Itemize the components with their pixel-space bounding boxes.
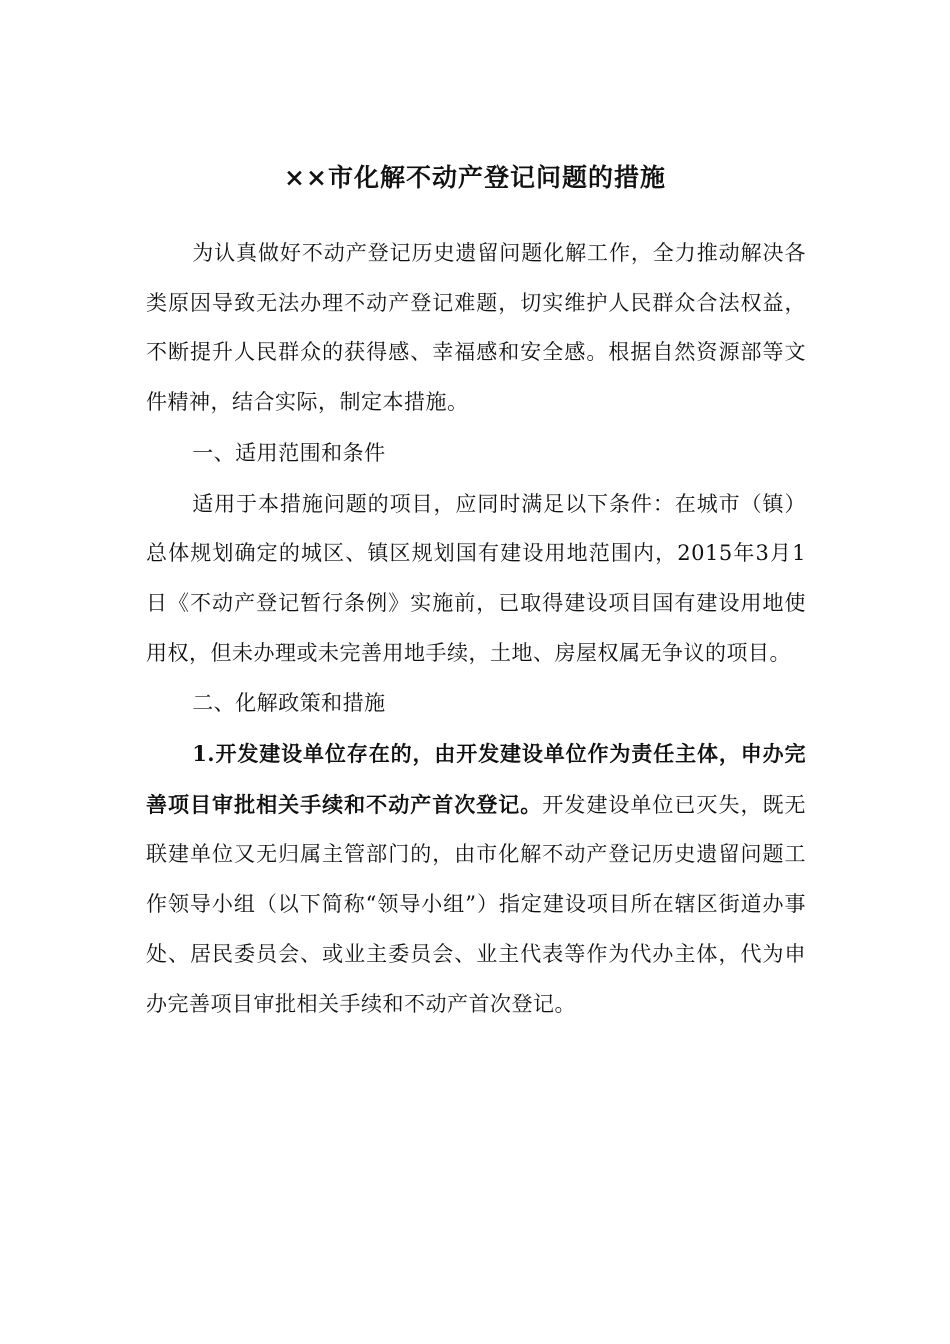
paragraph-measure-1 [146, 729, 806, 1029]
paragraph-conditions-text: 适用于本措施问题的项目，应同时满足以下条件：在城市（镇）总体规划确定的城区、镇区规划国有建设用地范围内，2015年3月1日《不动产登记暂行条例》实施前，已取得建设项目国有建设用地使用权，但未办理或未完善用地手续，土地、房屋权属无争议的项目。 [146, 491, 806, 665]
section-heading-measures [146, 678, 806, 729]
paragraph-measure-1-text: 开发建设单位已灭失，既无联建单位又无归属主管部门的，由市化解不动产登记历史遗留问题工作领导小组（以下简称“领导小组”）指定建设项目所在辖区街道办事处、居民委员会、或业主委员会、业主代表等作为代办主体，代为申办完善项目审批相关手续和不动产首次登记。 [146, 792, 807, 1016]
paragraph-intro [146, 228, 806, 428]
section-heading-scope [146, 428, 806, 479]
section-heading-measures-text: 二、化解政策和措施 [192, 691, 386, 716]
paragraph-conditions [146, 479, 806, 679]
document-title: ××市化解不动产登记问题的措施 [284, 163, 666, 192]
section-heading-scope-text: 一、适用范围和条件 [192, 440, 386, 465]
paragraph-measure-1-bold: 1.开发建设单位存在的，由开发建设单位作为责任主体，申办完善项目审批相关手续和不动产首次登记。 [146, 741, 806, 817]
paragraph-intro-text: 为认真做好不动产登记历史遗留问题化解工作，全力推动解决各类原因导致无法办理不动产登记难题，切实维护人民群众合法权益，不断提升人民群众的获得感、幸福感和安全感。根据自然资源部等文件精神，结合实际，制定本措施。 [146, 241, 806, 415]
document-body [146, 228, 806, 1029]
